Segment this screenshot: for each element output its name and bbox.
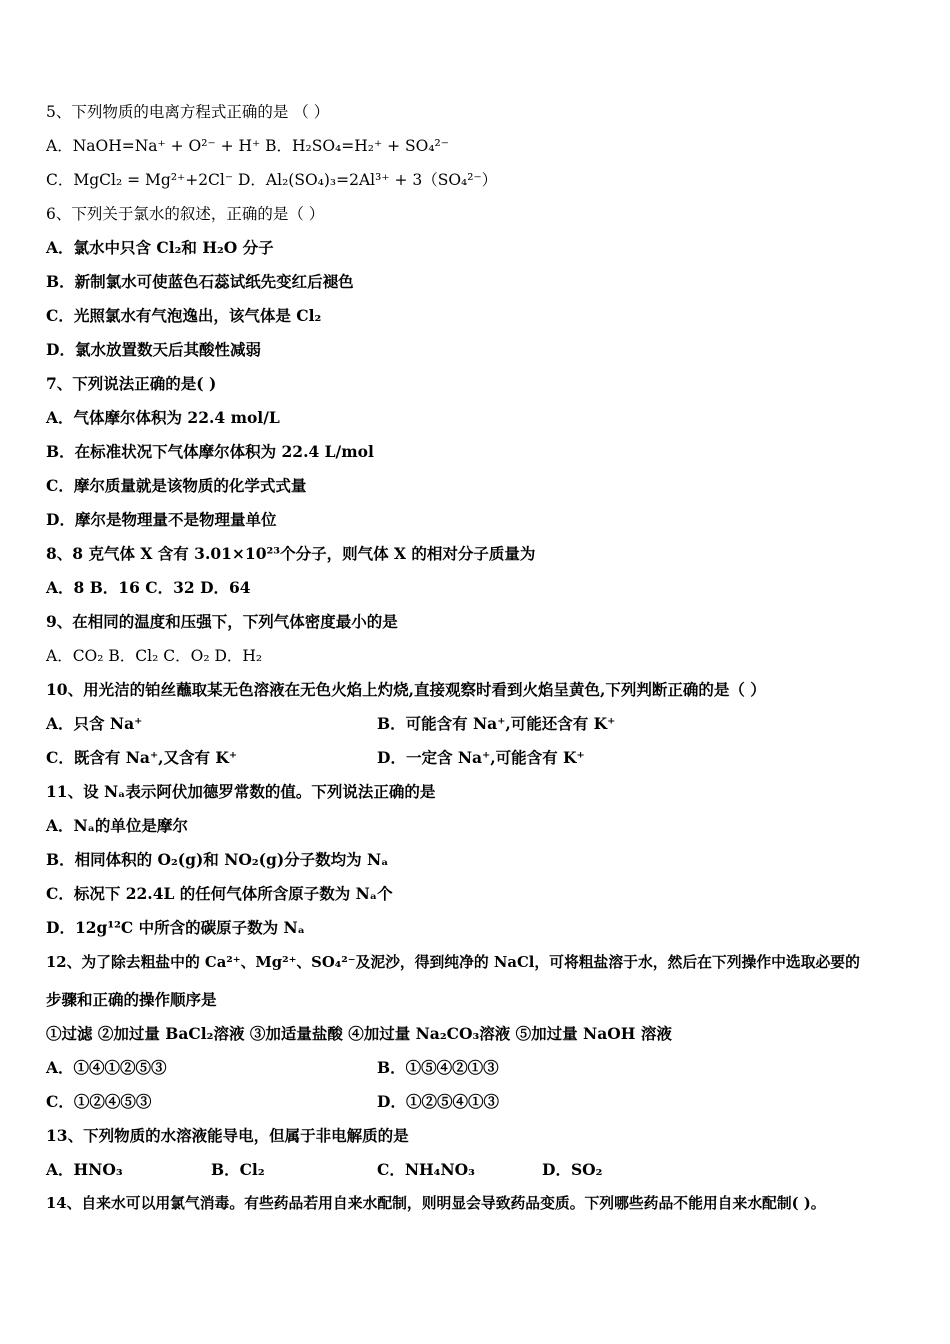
q11-option-c: C．标况下 22.4L 的任何气体所含原子数为 Nₐ个: [46, 884, 393, 903]
q13-option-b: B．Cl₂: [211, 1160, 265, 1179]
q11-option-a: A．Nₐ的单位是摩尔: [46, 816, 188, 835]
q10-option-b: B．可能含有 Na⁺,可能还含有 K⁺: [377, 714, 616, 733]
q8-options: A．8 B．16 C．32 D．64: [46, 578, 251, 597]
q12-option-c: C．①②④⑤③: [46, 1092, 152, 1111]
q6-option-a: A．氯水中只含 Cl₂和 H₂O 分子: [46, 238, 274, 257]
q7-option-a: A．气体摩尔体积为 22.4 mol/L: [46, 408, 280, 427]
q13-option-d: D．SO₂: [542, 1160, 603, 1179]
q7-option-c: C．摩尔质量就是该物质的化学式式量: [46, 476, 307, 495]
q11-option-d: D．12g¹²C 中所含的碳原子数为 Nₐ: [46, 918, 305, 937]
q12-option-b: B．①⑤④②①③: [377, 1058, 499, 1077]
q7-option-d: D．摩尔是物理量不是物理量单位: [46, 510, 277, 529]
q6-option-b: B．新制氯水可使蓝色石蕊试纸先变红后褪色: [46, 272, 354, 291]
q6-option-d: D．氯水放置数天后其酸性减弱: [46, 340, 261, 359]
q10-stem: 10、用光洁的铂丝蘸取某无色溶液在无色火焰上灼烧,直接观察时看到火焰呈黄色,下列判断正确的是（ ）: [46, 680, 766, 699]
q9-stem: 9、在相同的温度和压强下，下列气体密度最小的是: [46, 612, 398, 631]
q6-stem: 6、下列关于氯水的叙述，正确的是（ ）: [46, 205, 325, 223]
q12-option-a: A．①④①②⑤③: [46, 1058, 167, 1077]
q7-option-b: B．在标准状况下气体摩尔体积为 22.4 L/mol: [46, 442, 374, 461]
q13-option-c: C．NH₄NO₃: [377, 1160, 475, 1179]
q12-stem-line1: 12、为了除去粗盐中的 Ca²⁺、Mg²⁺、SO₄²⁻及泥沙，得到纯净的 NaCl，可将粗盐溶于水，然后在下列操作中选取必要的: [46, 954, 860, 971]
q10-option-c: C．既含有 Na⁺,又含有 K⁺: [46, 748, 238, 767]
q11-option-b: B．相同体积的 O₂(g)和 NO₂(g)分子数均为 Nₐ: [46, 850, 389, 869]
q13-stem: 13、下列物质的水溶液能导电，但属于非电解质的是: [46, 1126, 409, 1145]
q12-operations: ①过滤 ②加过量 BaCl₂溶液 ③加适量盐酸 ④加过量 Na₂CO₃溶液 ⑤加过量 NaOH 溶液: [46, 1024, 672, 1043]
q11-stem: 11、设 Nₐ表示阿伏加德罗常数的值。下列说法正确的是: [46, 782, 436, 801]
q12-option-d: D．①②⑤④①③: [377, 1092, 499, 1111]
q13-option-a: A．HNO₃: [46, 1160, 123, 1179]
q7-stem: 7、下列说法正确的是( ): [46, 374, 217, 393]
q5-stem: 5、下列物质的电离方程式正确的是 （ ）: [46, 103, 330, 121]
q12-stem-line2: 步骤和正确的操作顺序是: [46, 990, 217, 1009]
q5-options-cd: C．MgCl₂ = Mg²⁺+2Cl⁻ D．Al₂(SO₄)₃=2Al³⁺ + 3（SO₄²⁻）: [46, 171, 498, 189]
q5-options-ab: A．NaOH=Na⁺ + O²⁻ + H⁺ B．H₂SO₄=H₂⁺ + SO₄²⁻: [46, 137, 449, 155]
q6-option-c: C．光照氯水有气泡逸出，该气体是 Cl₂: [46, 306, 322, 325]
q9-options: A．CO₂ B．Cl₂ C．O₂ D．H₂: [46, 647, 263, 665]
q10-option-a: A．只含 Na⁺: [46, 714, 143, 733]
q14-stem: 14、自来水可以用氯气消毒。有些药品若用自来水配制，则明显会导致药品变质。下列哪些药品不能用自来水配制( )。: [46, 1195, 826, 1212]
q8-stem: 8、8 克气体 X 含有 3.01×10²³个分子，则气体 X 的相对分子质量为: [46, 544, 536, 563]
q10-option-d: D．一定含 Na⁺,可能含有 K⁺: [377, 748, 585, 767]
